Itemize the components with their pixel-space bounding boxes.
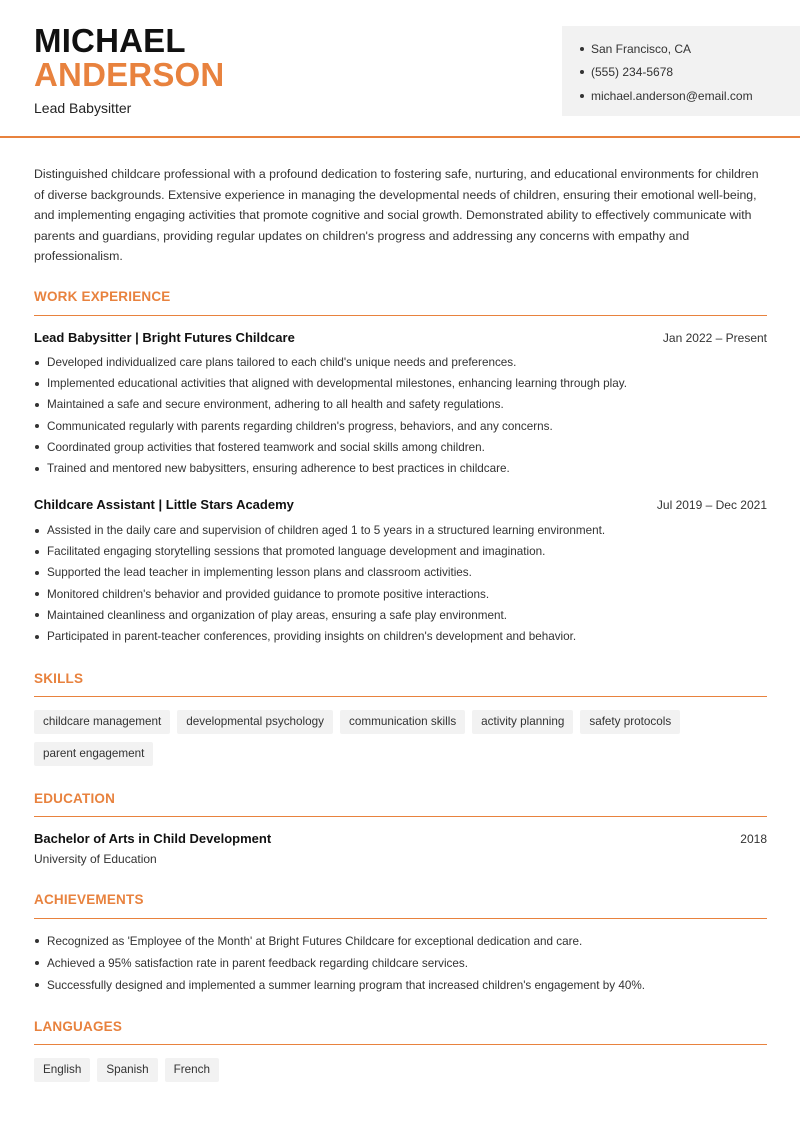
achievement-text: Recognized as 'Employee of the Month' at Bright Futures Childcare for exceptional dedication and care. [47,934,583,948]
list-item [34,562,767,583]
language-tag: English [34,1058,90,1082]
job-title-company: Childcare Assistant | Little Stars Academy [34,497,294,512]
graduation-year: 2018 [740,832,767,846]
bullet-icon [580,94,584,98]
job-header [34,497,767,512]
list-item [34,394,767,415]
bullet-text: Developed individualized care plans tailored to each child's unique needs and preferences. [47,356,517,370]
list-item [34,626,767,647]
bullet-text: Participated in parent-teacher conferences, providing insights on children's development and behavior. [47,630,577,644]
job-bullets [34,520,767,647]
section-title-languages: LANGUAGES [34,1019,123,1034]
section-divider [34,315,767,316]
bullet-icon [35,529,39,533]
list-item [34,930,767,952]
section-divider [34,816,767,817]
phone-text: (555) 234-5678 [591,65,674,80]
job-dates: Jan 2022 – Present [662,331,767,345]
achievements-list [34,930,767,996]
bullet-icon [35,550,39,554]
school-name: University of Education [34,852,157,866]
first-name: MICHAEL [34,22,186,59]
skill-tag: communication skills [340,710,465,734]
achievement-text: Successfully designed and implemented a summer learning program that increased children's engagement by 40%. [47,978,645,992]
bullet-text: Communicated regularly with parents regarding children's progress, behaviors, and any concerns. [47,419,553,433]
bullet-icon [35,961,39,965]
section-title-work: WORK EXPERIENCE [34,289,171,304]
bullet-icon [35,939,39,943]
list-item [34,520,767,541]
section-title-education: EDUCATION [34,791,116,806]
bullet-text: Trained and mentored new babysitters, ensuring adherence to best practices in childcare. [47,462,510,476]
section-title-achievements: ACHIEVEMENTS [34,892,144,907]
candidate-name [34,24,224,92]
list-item [34,458,767,479]
resume-header [0,0,800,138]
bullet-text: Maintained cleanliness and organization of play areas, ensuring a safe play environment. [47,608,507,622]
job-title: Lead Babysitter [34,100,132,116]
bullet-icon [35,983,39,987]
bullet-icon [35,361,39,365]
bullet-text: Maintained a safe and secure environment, adhering to all health and safety regulations. [47,398,504,412]
skill-tag: developmental psychology [177,710,333,734]
bullet-icon [35,424,39,428]
bullet-icon [35,592,39,596]
section-divider [34,918,767,919]
language-tag: French [165,1058,219,1082]
bullet-icon [35,403,39,407]
bullet-text: Assisted in the daily care and supervision of children aged 1 to 5 years in a structured learning environment. [47,524,606,538]
bullet-icon [35,571,39,575]
bullet-icon [35,382,39,386]
list-item [34,605,767,626]
bullet-icon [35,467,39,471]
contact-box [562,26,800,116]
bullet-text: Monitored children's behavior and provided guidance to promote positive interactions. [47,587,490,601]
list-item [34,373,767,394]
job-title-company: Lead Babysitter | Bright Futures Childcare [34,330,295,345]
list-item [34,352,767,373]
bullet-icon [35,635,39,639]
bullet-text: Coordinated group activities that fostered teamwork and social skills among children. [47,440,485,454]
bullet-text: Supported the lead teacher in implementing lesson plans and classroom activities. [47,566,472,580]
job-header [34,330,767,345]
list-item [34,974,767,996]
job-bullets [34,352,767,479]
bullet-icon [35,445,39,449]
degree: Bachelor of Arts in Child Development [34,831,272,846]
email-text: michael.anderson@email.com [591,88,753,103]
list-item [34,437,767,458]
skill-tag: childcare management [34,710,170,734]
education-header [34,831,767,846]
bullet-icon [580,70,584,74]
skill-tag: parent engagement [34,742,153,766]
section-title-skills: SKILLS [34,671,84,686]
location-text: San Francisco, CA [591,41,692,56]
language-tag: Spanish [97,1058,157,1082]
skill-tag: activity planning [472,710,573,734]
bullet-icon [580,47,584,51]
achievement-text: Achieved a 95% satisfaction rate in parent feedback regarding childcare services. [47,956,468,970]
list-item [34,584,767,605]
contact-location [580,37,800,61]
skill-tag: safety protocols [580,710,680,734]
languages-list [34,1058,774,1090]
list-item [34,541,767,562]
list-item [34,416,767,437]
bullet-icon [35,613,39,617]
list-item [34,952,767,974]
contact-email [580,84,800,108]
section-divider [34,696,767,697]
bullet-text: Implemented educational activities that aligned with developmental milestones, enhancing learning through play. [47,377,627,391]
professional-summary: Distinguished childcare professional with a profound dedication to fostering safe, nurturing, and educational environments for children of diverse backgrounds. Extensive experience in managing the developmental needs of children, ensuring their emotional well-being, and implementing engaging activities that promote cognitive and social growth. Demonstrated ability to effectively communicate with parents and guardians, providing regular updates on children's progress and addressing any concerns with empathy and professionalism. [34,167,759,263]
job-dates: Jul 2019 – Dec 2021 [656,498,767,512]
bullet-text: Facilitated engaging storytelling sessions that promoted language development and imagination. [47,545,546,559]
skills-list [34,710,774,774]
last-name: ANDERSON [34,56,225,93]
contact-phone [580,61,800,85]
section-divider [34,1044,767,1045]
